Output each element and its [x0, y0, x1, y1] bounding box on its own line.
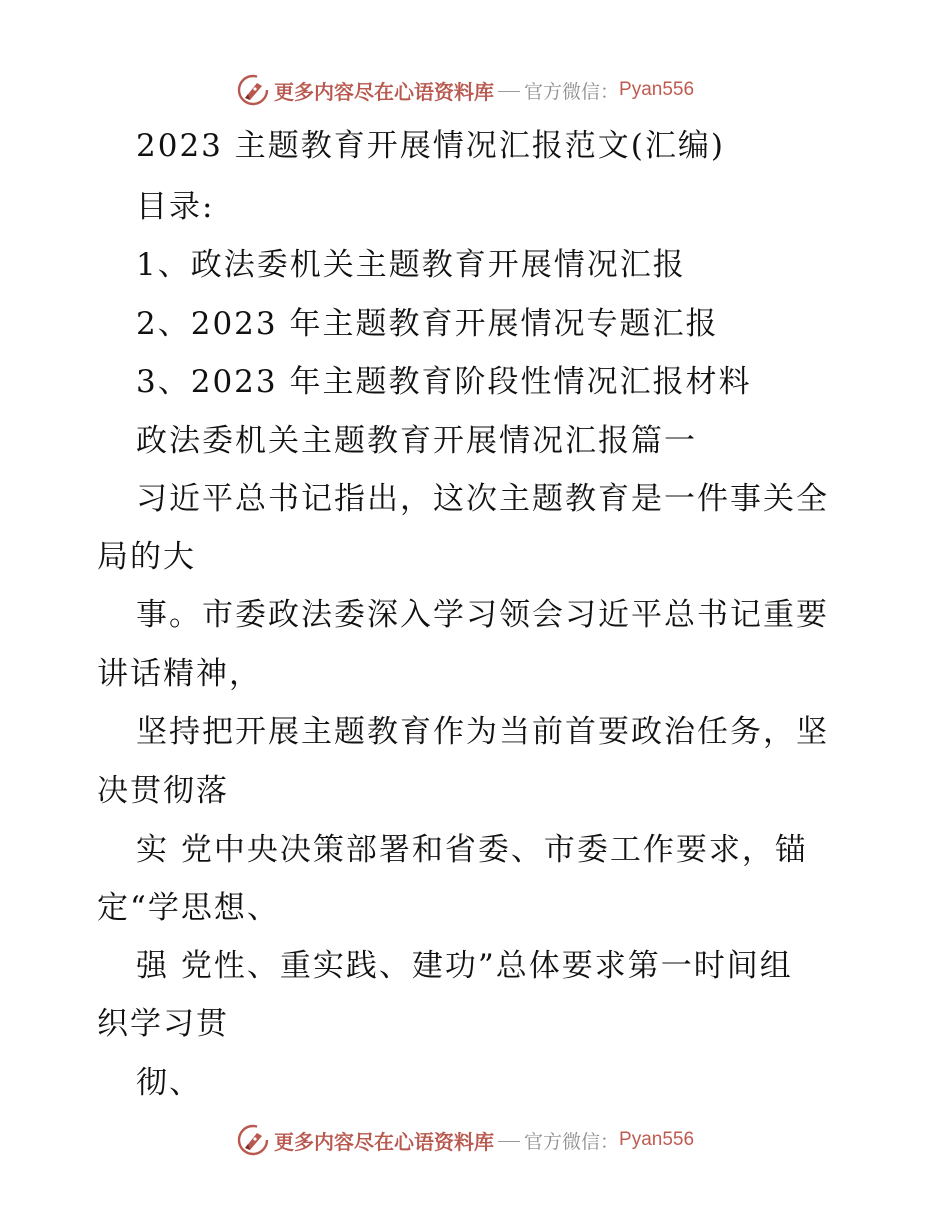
watermark-contact-label: 官方微信：: [524, 80, 620, 103]
body-line: 习近平总书记指出，这次主题教育是一件事关全: [136, 481, 829, 517]
body-line: 讲话精神，: [97, 656, 262, 692]
document-title: 2023 主题教育开展情况汇报范文(汇编): [136, 128, 725, 164]
watermark-contact-label: 官方微信：: [524, 1130, 620, 1153]
toc-label: 目录:: [136, 189, 215, 225]
pen-nib-logo-icon: [236, 1123, 270, 1157]
watermark-wechat-id: Pyan556: [619, 1129, 695, 1150]
body-line: 局的大: [97, 539, 196, 575]
watermark-brand: 更多内容尽在心语资料库: [274, 79, 494, 104]
pen-nib-logo-icon: [236, 73, 270, 107]
watermark-wechat-id: Pyan556: [619, 79, 695, 100]
section-heading: 政法委机关主题教育开展情况汇报篇一: [136, 423, 697, 459]
watermark-dash: [498, 1141, 520, 1142]
header-watermark: [236, 72, 694, 108]
watermark-dash: [498, 91, 520, 92]
body-line: 实 党中央决策部署和省委、市委工作要求，锚: [136, 832, 808, 868]
body-line: 织学习贯: [97, 1006, 229, 1042]
toc-item: 3、2023 年主题教育阶段性情况汇报材料: [136, 364, 752, 400]
body-line: 坚持把开展主题教育作为当前首要政治任务，坚: [136, 714, 829, 750]
toc-item: 2、2023 年主题教育开展情况专题汇报: [136, 306, 719, 342]
body-line: 决贯彻落: [97, 773, 229, 809]
body-line: 定“学思想、: [97, 890, 280, 926]
body-line: 强 党性、重实践、建功”总体要求第一时间组: [136, 948, 793, 984]
toc-item: 1、政法委机关主题教育开展情况汇报: [136, 247, 686, 283]
body-line: 事。市委政法委深入学习领会习近平总书记重要: [136, 597, 829, 633]
watermark-brand: 更多内容尽在心语资料库: [274, 1129, 494, 1154]
footer-watermark: [236, 1122, 694, 1158]
body-line: 彻、: [136, 1065, 202, 1101]
